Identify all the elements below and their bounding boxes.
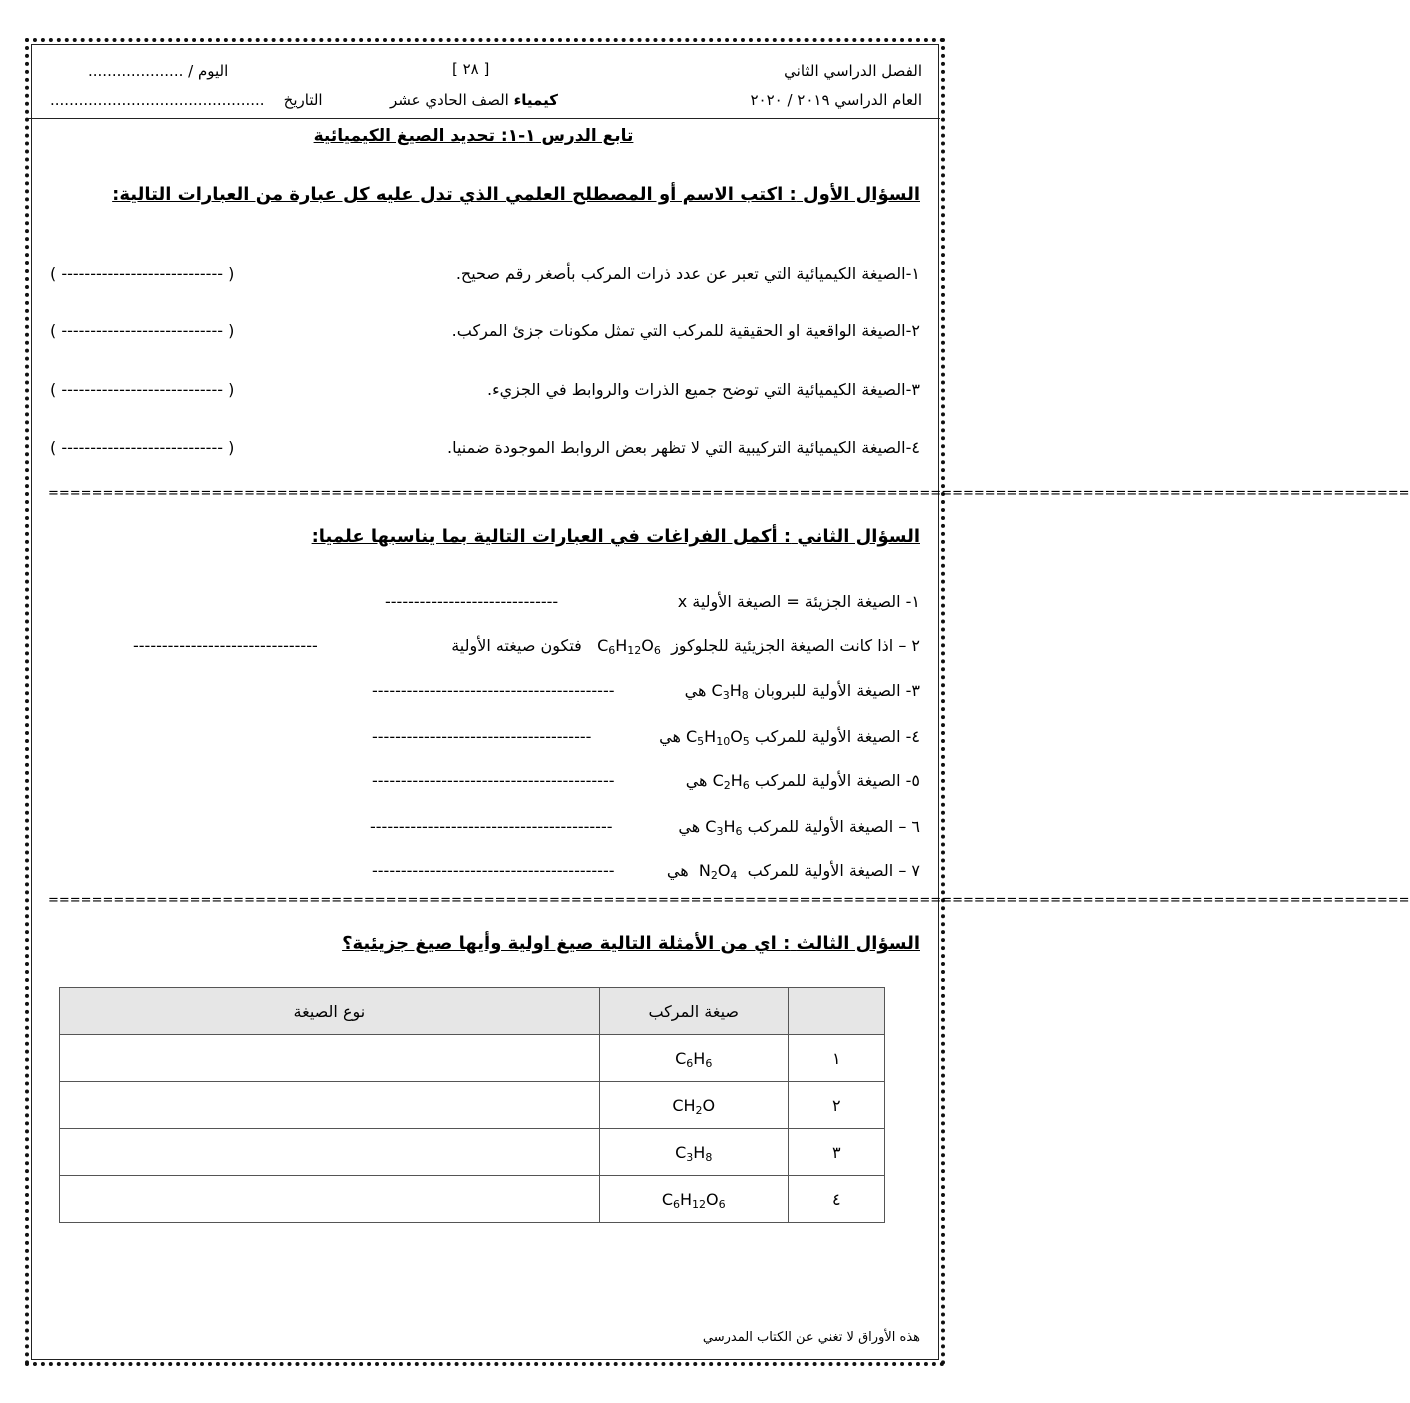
q2-item-7-text: ٧ – الصيغة الأولية للمركب [747,861,920,880]
lesson-title: تابع الدرس ١-١: تحديد الصيغ الكيميائية [313,126,634,146]
date-field[interactable] [50,91,323,109]
compound-6-formula: $C_3H_6$ [705,817,743,838]
row-number: ٢ [788,1082,884,1129]
q2-item-2 [451,636,920,655]
subject: كيمياء [513,91,558,109]
day-dots: .................... [88,62,184,80]
q1-blank-2[interactable]: ( ---------------------------- ) [50,321,235,340]
separator-1: ============================================================================================================================= [48,486,1410,501]
q2-blank-2[interactable]: -------------------------------- [133,636,318,655]
q2-item-5 [686,771,920,790]
col-header-formula: صيغة المركب [599,988,788,1035]
answer-cell[interactable] [60,1129,600,1176]
date-label: التاريخ [283,91,323,109]
answer-cell[interactable] [60,1176,600,1223]
subject-grade [390,91,558,109]
q1-blank-4[interactable]: ( ---------------------------- ) [50,438,235,457]
q2-blank-5[interactable]: ------------------------------------------ [372,771,615,790]
formula-cell: $C_6H_6$ [599,1035,788,1082]
q2-item-2-text-b: فتكون صيغته الأولية [451,636,582,655]
q2-item-6-text: ٦ – الصيغة الأولية للمركب [747,817,920,836]
q2-item-3 [685,681,920,700]
row-number: ٤ [788,1176,884,1223]
q1-item-1: ١-الصيغة الكيميائية التي تعبر عن عدد ذرات المركب بأصغر رقم صحيح. [455,264,920,283]
q1-item-2: ٢-الصيغة الواقعية او الحقيقية للمركب التي تمثل مكونات جزئ المركب. [451,321,920,340]
answer-cell[interactable] [60,1082,600,1129]
q2-item-3-text: ٣- الصيغة الأولية للبروبان [753,681,920,700]
q2-prompt: : أكمل الفراغات في العبارات التالية بما يناسبها علميا: [311,526,792,547]
day-label: اليوم / [188,62,229,80]
separator-2: ============================================================================================================================= [48,893,1410,908]
formula-table [59,987,885,1223]
q1-blank-1[interactable]: ( ---------------------------- ) [50,264,235,283]
q2-item-5-text: ٥- الصيغة الأولية للمركب [754,771,920,790]
row-number: ٣ [788,1129,884,1176]
q2-item-4-hiya: هي [659,727,681,746]
propane-formula: $C_3H_8$ [711,681,749,702]
page-number: [ ٢٨ ] [452,60,490,78]
table-row [60,1035,885,1082]
q2-item-6 [678,817,920,836]
formula-cell: $C_6H_{12}O_6$ [599,1176,788,1223]
q2-item-4-text: ٤- الصيغة الأولية للمركب [754,727,920,746]
q2-blank-6[interactable]: ------------------------------------------ [370,817,613,836]
q2-item-4 [659,727,920,746]
q1-prompt: : اكتب الاسم أو المصطلح العلمي الذي تدل عليه كل عبارة من العبارات التالية: [112,184,797,205]
q3-heading [342,933,920,954]
q2-blank-1[interactable]: ------------------------------ [385,592,559,611]
semester-label: الفصل الدراسي الثاني [784,62,922,80]
q1-item-4: ٤-الصيغة الكيميائية التركيبية التي لا تظهر بعض الروابط الموجودة ضمنيا. [447,438,920,457]
q2-blank-7[interactable]: ------------------------------------------ [372,861,615,880]
q2-item-7-hiya: هي [666,861,689,880]
compound-4-formula: $C_5H_{10}O_5$ [686,727,750,748]
formula-cell: $C_3H_8$ [599,1129,788,1176]
table-row [60,1082,885,1129]
glucose-formula: $C_6H_{12}O_6$ [597,636,661,657]
q2-label: السؤال الثاني [797,526,920,547]
row-number: ١ [788,1035,884,1082]
answer-cell[interactable] [60,1035,600,1082]
q3-prompt: : اي من الأمثلة التالية صيغ اولية وأيها صيغ جزيئية؟ [342,933,791,954]
day-field[interactable] [88,62,228,80]
date-dots: ............................................. [50,91,265,109]
q2-item-2-text: ٢ – اذا كانت الصيغة الجزيئية للجلوكوز [671,636,920,655]
q2-heading [312,526,920,547]
q1-heading [112,184,920,205]
q2-item-5-hiya: هي [685,771,708,790]
table-header-row [60,988,885,1035]
footer-note: هذه الأوراق لا تغني عن الكتاب المدرسي [702,1330,920,1345]
q1-blank-3[interactable]: ( ---------------------------- ) [50,380,235,399]
table-row [60,1176,885,1223]
header-divider [28,118,940,119]
compound-5-formula: $C_2H_6$ [712,771,750,792]
col-header-type: نوع الصيغة [60,988,600,1035]
q1-label: السؤال الأول [803,184,920,205]
q1-item-3: ٣-الصيغة الكيميائية التي توضح جميع الذرات والروابط في الجزيء. [486,380,920,399]
q2-item-3-hiya: هي [684,681,707,700]
q3-label: السؤال الثالث [796,933,920,954]
q2-item-6-hiya: هي [678,817,701,836]
academic-year: العام الدراسي ٢٠١٩ / ٢٠٢٠ [750,91,922,109]
q2-item-7 [667,861,920,880]
q2-blank-3[interactable]: ------------------------------------------ [372,681,615,700]
grade: الصف الحادي عشر [390,91,509,109]
q2-blank-4[interactable]: -------------------------------------- [372,727,592,746]
col-header-number [788,988,884,1035]
table-row [60,1129,885,1176]
compound-7-formula: $N_2O_4$ [698,861,738,882]
q2-item-1: ١- الصيغة الجزيئة = الصيغة الأولية x [677,592,920,611]
formula-cell: $CH_2O$ [599,1082,788,1129]
